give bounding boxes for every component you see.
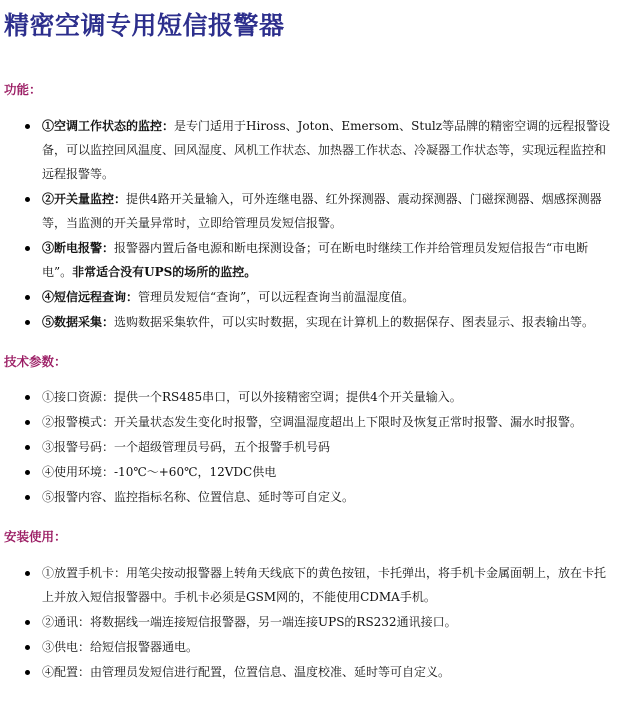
- list-item: ④配置：由管理员发短信进行配置，位置信息、温度校准、延时等可自定义。: [0, 660, 627, 684]
- list-item: [0, 236, 627, 284]
- specs-list: [0, 385, 627, 510]
- list-item: ②通讯：将数据线一端连接短信报警器，另一端连接UPS的RS232通讯接口。: [0, 610, 627, 634]
- page-title: 精密空调专用短信报警器: [4, 11, 285, 40]
- list-item: [0, 187, 627, 235]
- list-item: [0, 310, 627, 334]
- item-text: 提供4路开关量输入，可外连继电器、红外探测器、震动探测器、门磁探测器、烟感探测器等，当监测的开关量异常时，立即给管理员发短信报警。: [42, 192, 602, 230]
- item-label: ⑤数据采集：: [42, 315, 115, 329]
- item-text: 是专门适用于Hiross、Joton、Emersom、Stulz等品牌的精密空调的远程报警设备，可以监控回风温度、回风湿度、风机工作状态、加热器工作状态、冷凝器工作状态等，实现远程监控和远程报警等。: [42, 119, 611, 181]
- list-item: ①放置手机卡：用笔尖按动报警器上转角天线底下的黄色按钮，卡托弹出，将手机卡金属面朝上，放在卡托上并放入短信报警器中。手机卡必须是GSM网的，不能使用CDMA手机。: [0, 561, 627, 609]
- list-item: ③供电：给短信报警器通电。: [0, 635, 627, 659]
- item-text: 管理员发短信“查询”，可以远程查询当前温湿度值。: [138, 290, 415, 304]
- item-text: 报警器内置后备电源和断电探测设备；可在断电时继续工作并给管理员发短信报告“市电断电”。: [42, 241, 589, 279]
- specs-heading: 技术参数：: [4, 354, 67, 369]
- list-item: ②报警模式：开关量状态发生变化时报警，空调温湿度超出上下限时及恢复正常时报警、漏水时报警。: [0, 410, 627, 434]
- list-item: ③报警号码：一个超级管理员号码，五个报警手机号码: [0, 435, 627, 459]
- features-list: [0, 114, 627, 335]
- list-item: ⑤报警内容、监控指标名称、位置信息、延时等可自定义。: [0, 485, 627, 509]
- list-item: ①接口资源：提供一个RS485串口，可以外接精密空调；提供4个开关量输入。: [0, 385, 627, 409]
- item-label: ④短信远程查询：: [42, 290, 139, 304]
- install-heading: 安装使用：: [4, 529, 67, 544]
- list-item: [0, 285, 627, 309]
- item-label: ②开关量监控：: [42, 192, 127, 206]
- item-label: ③断电报警：: [42, 241, 115, 255]
- list-item: ④使用环境：-10℃～+60℃，12VDC供电: [0, 460, 627, 484]
- item-emphasis: 非常适合没有UPS的场所的监控。: [72, 265, 257, 279]
- list-item: [0, 114, 627, 186]
- install-list: [0, 561, 627, 685]
- item-text: 选购数据采集软件，可以实时数据，实现在计算机上的数据保存、图表显示、报表输出等。: [114, 315, 595, 329]
- item-label: ①空调工作状态的监控：: [42, 119, 175, 133]
- features-heading: 功能：: [4, 82, 42, 97]
